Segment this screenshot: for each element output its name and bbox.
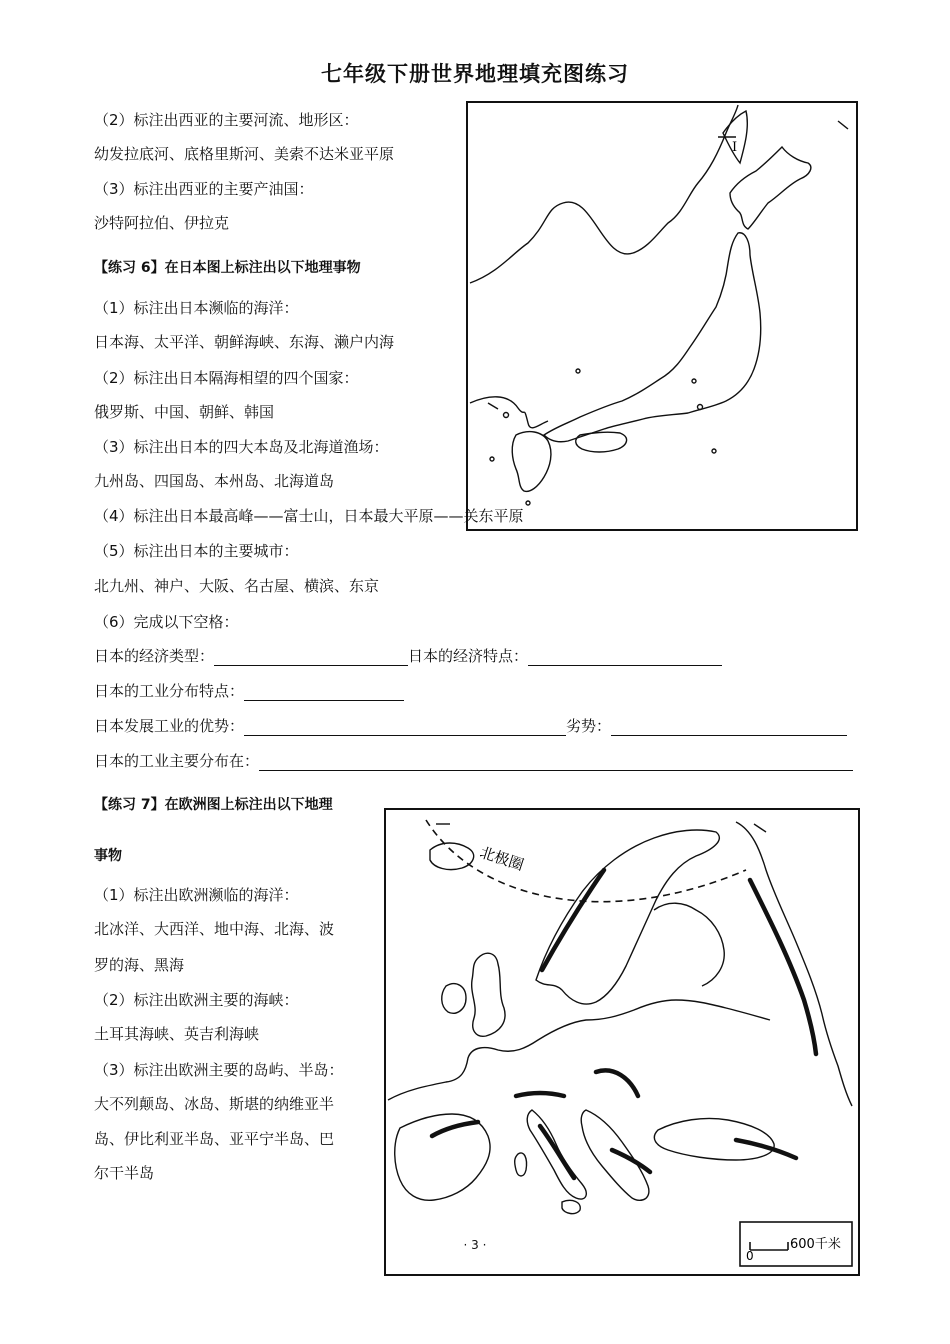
scandinavian-peninsula: [536, 830, 719, 1004]
europe-outline-map: [384, 808, 860, 1276]
s7-answer-2: 土耳其海峡、英吉利海峡: [94, 1025, 260, 1043]
fill-row-1: [94, 646, 722, 666]
apennines-mark: [540, 1126, 574, 1178]
industry-distribution-label: 日本的工业分布特点：: [94, 682, 245, 700]
alps-mark: [516, 1093, 564, 1096]
arctic-circle-line: [426, 820, 746, 902]
s7-answer-3-line-3: 尔干半岛: [94, 1164, 155, 1182]
industry-distribution-blank[interactable]: [244, 685, 404, 701]
honshu-island: [544, 233, 761, 442]
eastern-coast: [736, 822, 852, 1106]
korea-peninsula: [470, 397, 548, 428]
page-title: 七年级下册世界地理填充图练习: [321, 62, 629, 86]
japan-outline-map: [466, 101, 858, 531]
advantage-blank[interactable]: [244, 720, 566, 736]
s7-answer-3-line-2: 岛、伊比利亚半岛、亚平宁半岛、巴: [94, 1130, 335, 1148]
continental-coast: [388, 1000, 770, 1100]
s6-question-3: （3）标注出日本的四大本岛及北海道渔场：: [94, 438, 389, 456]
finland-coast: [654, 903, 724, 986]
s6-question-4: （4）标注出日本最高峰——富士山，日本最大平原——关东平原: [94, 507, 524, 525]
kyushu-island: [512, 432, 551, 492]
disadvantage-blank[interactable]: [611, 720, 847, 736]
black-sea: [654, 1118, 774, 1160]
scale-zero-label: 0: [746, 1249, 754, 1263]
pyrenees-mark: [432, 1122, 478, 1136]
economy-feature-blank[interactable]: [528, 650, 722, 666]
sicily-island: [562, 1200, 580, 1213]
europe-map-svg: [386, 810, 858, 1274]
disadvantage-label: 劣势：: [566, 717, 612, 735]
balkan-mountains-mark: [612, 1150, 650, 1172]
s7-answer-1-line-1: 北冰洋、大西洋、地中海、北海、波: [94, 920, 335, 938]
economy-type-label: 日本的经济类型：: [94, 647, 215, 665]
s6-answer-2: 俄罗斯、中国、朝鲜、韩国: [94, 403, 275, 421]
s6-answer-5: 北九州、神户、大阪、名古屋、横滨、东京: [94, 577, 380, 595]
economy-type-blank[interactable]: [214, 650, 408, 666]
s7-question-1: （1）标注出欧洲濒临的海洋：: [94, 886, 299, 904]
hokkaido-island: [730, 147, 811, 229]
s6-answer-3: 九州岛、四国岛、本州岛、北海道岛: [94, 472, 335, 490]
s5-answer-3: 沙特阿拉伯、伊拉克: [94, 214, 230, 232]
s7-question-3: （3）标注出欧洲主要的岛屿、半岛：: [94, 1061, 344, 1079]
s7-heading-line-2: 事物: [94, 848, 122, 864]
great-britain-island: [472, 953, 505, 1036]
s5-answer-2: 幼发拉底河、底格里斯河、美索不达米亚平原: [94, 145, 395, 163]
shikoku-island: [576, 432, 627, 452]
scale-distance-label: 600千米: [790, 1237, 841, 1252]
industry-location-blank[interactable]: [259, 755, 853, 771]
ireland-island: [442, 984, 466, 1014]
s6-question-6: （6）完成以下空格：: [94, 613, 239, 631]
mainland-coast: [470, 105, 738, 283]
carpathians-mark: [596, 1070, 638, 1096]
advantage-label: 日本发展工业的优势：: [94, 717, 245, 735]
iberian-peninsula: [395, 1114, 490, 1200]
sardinia-island: [515, 1153, 527, 1176]
s5-question-2: （2）标注出西亚的主要河流、地形区：: [94, 111, 359, 129]
s6-question-2: （2）标注出日本隔海相望的四个国家：: [94, 369, 359, 387]
industry-location-label: 日本的工业主要分布在：: [94, 752, 260, 770]
arctic-circle-label: 北极圈: [477, 843, 527, 875]
iceland-island: [430, 843, 474, 870]
s7-answer-1-line-2: 罗的海、黑海: [94, 956, 185, 974]
japan-map-svg: [468, 103, 856, 529]
page-number: · 3 ·: [463, 1238, 487, 1252]
s7-heading-line-1: 【练习 7】在欧洲图上标注出以下地理: [94, 797, 333, 813]
s6-question-1: （1）标注出日本濒临的海洋：: [94, 299, 299, 317]
fill-row-3: [94, 716, 847, 736]
economy-feature-label: 日本的经济特点：: [408, 647, 529, 665]
s7-answer-3-line-1: 大不列颠岛、冰岛、斯堪的纳维亚半: [94, 1095, 335, 1113]
s7-question-2: （2）标注出欧洲主要的海峡：: [94, 991, 299, 1009]
s6-answer-1: 日本海、太平洋、朝鲜海峡、东海、濑户内海: [94, 333, 395, 351]
map-mark-i: I: [732, 140, 738, 155]
s5-question-3: （3）标注出西亚的主要产油国：: [94, 180, 314, 198]
s6-heading: 【练习 6】在日本图上标注出以下地理事物: [94, 260, 361, 276]
fill-row-4: [94, 751, 853, 771]
fill-row-2: [94, 681, 404, 701]
balkan-peninsula: [581, 1110, 649, 1200]
s6-question-5: （5）标注出日本的主要城市：: [94, 542, 299, 560]
scandinavian-mountains-mark: [542, 870, 604, 970]
